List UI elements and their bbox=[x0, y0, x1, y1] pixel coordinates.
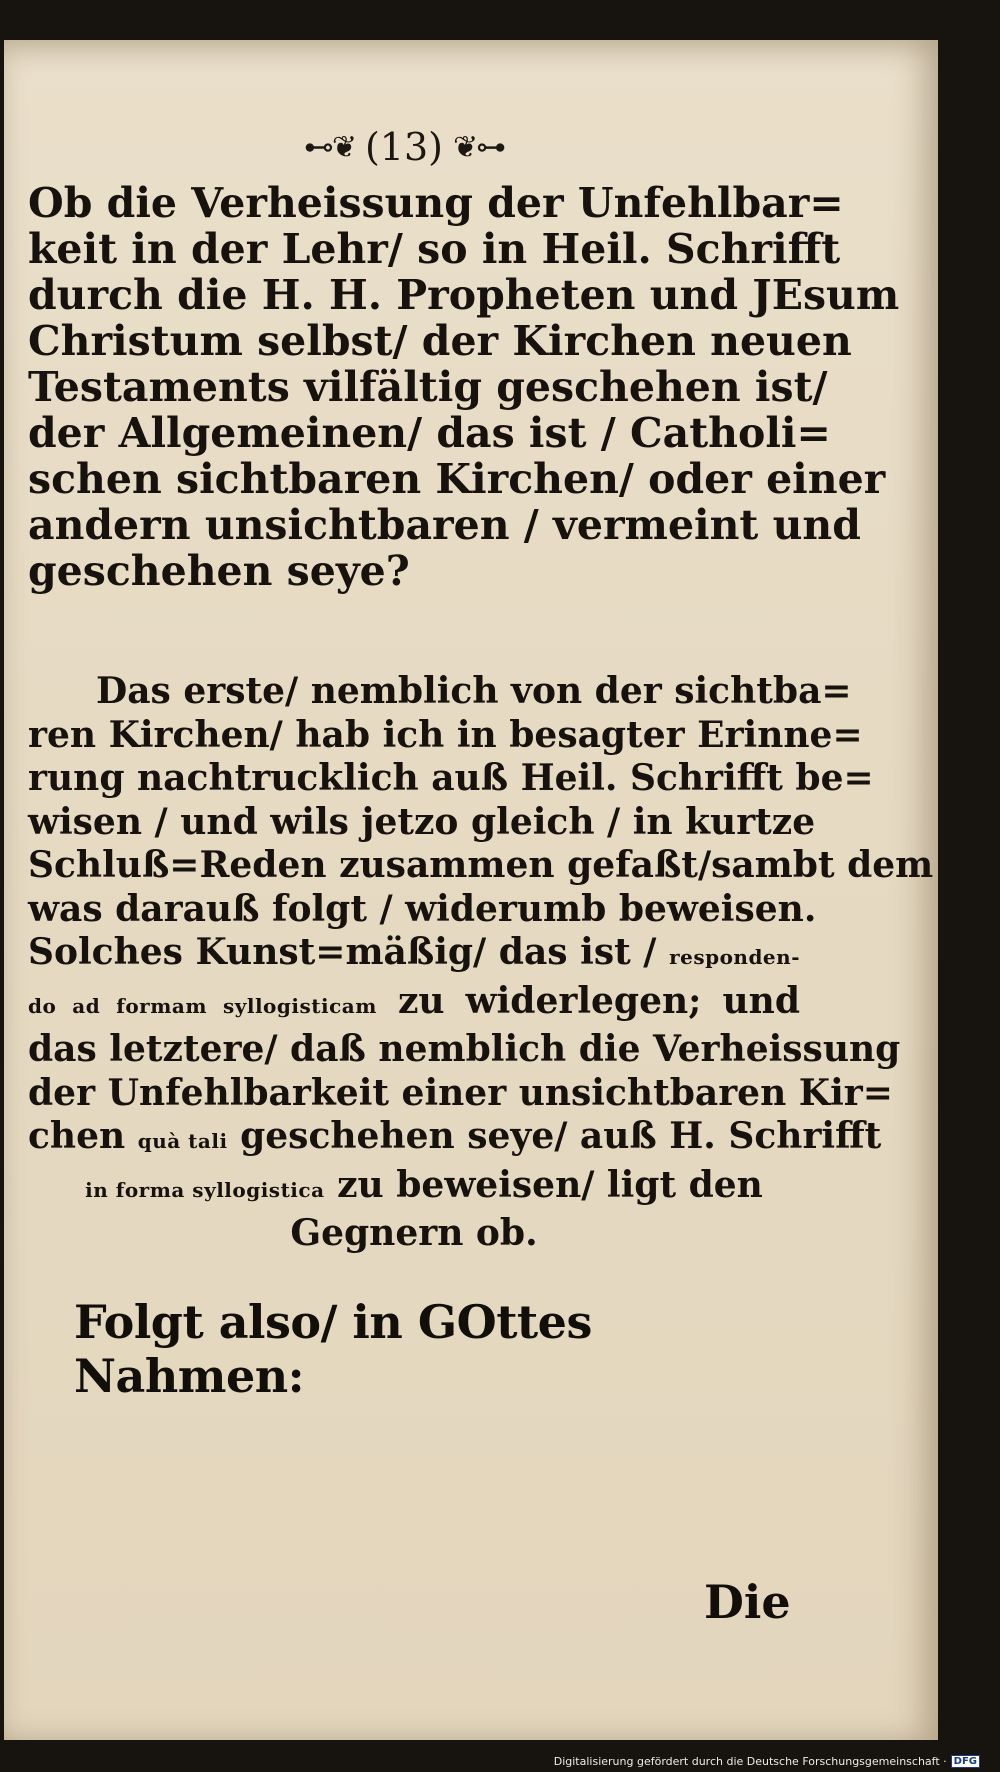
latin-text: quà tali bbox=[137, 1129, 228, 1153]
body-line: Das erste/ nemblich von der sichtba= bbox=[96, 670, 852, 712]
body-line: Gegnern ob. bbox=[290, 1212, 538, 1254]
body-line bbox=[28, 980, 800, 1029]
latin-text: do ad formam syllogisticam bbox=[28, 993, 377, 1018]
body-line: rung nachtrucklich auß Heil. Schrifft be= bbox=[28, 757, 874, 799]
body-line bbox=[28, 931, 800, 980]
body-line: der Unfehlbarkeit einer unsichtbaren Kir= bbox=[28, 1071, 893, 1114]
heading-line: geschehen seye? bbox=[28, 547, 410, 595]
heading-line: Ob die Verheissung der Unfehlbar= bbox=[28, 179, 844, 227]
body-text: zu widerlegen; und bbox=[397, 979, 801, 1022]
digitization-credit bbox=[554, 1755, 980, 1768]
section-heading: Folgt also/ in GOttes Nahmen: bbox=[74, 1295, 592, 1403]
body-text: zu beweisen/ ligt den bbox=[337, 1163, 763, 1206]
heading-line: Christum selbst/ der Kirchen neuen bbox=[28, 317, 852, 365]
dfg-logo: DFG bbox=[951, 1755, 980, 1768]
body-line: ren Kirchen/ hab ich in besagter Erinne= bbox=[28, 713, 863, 756]
latin-text: in forma syllogistica bbox=[85, 1177, 325, 1202]
latin-text: responden- bbox=[669, 945, 800, 969]
catchword: Die bbox=[704, 1575, 791, 1629]
page-header bbox=[234, 125, 574, 169]
left-ornament-icon: ⊷❦ bbox=[303, 129, 355, 165]
body-line bbox=[28, 1115, 882, 1164]
right-ornament-icon: ❦⊶ bbox=[453, 129, 505, 165]
heading-line: durch die H. H. Propheten und JEsum bbox=[28, 271, 900, 319]
book-page bbox=[4, 40, 938, 1740]
heading-line: andern unsichtbaren / vermeint und bbox=[28, 501, 861, 549]
heading-line: der Allgemeinen/ das ist / Catholi= bbox=[28, 409, 831, 457]
body-line: das letztere/ daß nemblich die Verheissung bbox=[28, 1028, 901, 1070]
body-text: geschehen seye/ auß H. Schrifft bbox=[240, 1115, 882, 1157]
heading-line: keit in der Lehr/ so in Heil. Schrifft bbox=[28, 225, 841, 273]
body-paragraph bbox=[28, 670, 934, 1256]
body-line bbox=[28, 1164, 800, 1213]
page-number: (13) bbox=[364, 125, 443, 169]
heading-line: schen sichtbaren Kirchen/ oder einer bbox=[28, 455, 886, 503]
body-line: Schluß=Reden zusammen gefaßt/sambt dem bbox=[28, 844, 934, 886]
body-text: chen bbox=[28, 1115, 126, 1157]
credit-text: Digitalisierung gefördert durch die Deutsche Forschungsgemeinschaft · bbox=[553, 1755, 947, 1768]
body-line: was darauß folgt / widerumb beweisen. bbox=[28, 887, 817, 930]
body-line: wisen / und wils jetzo gleich / in kurtze bbox=[28, 800, 816, 843]
question-heading bbox=[28, 179, 900, 595]
heading-line: Testaments vilfältig geschehen ist/ bbox=[28, 363, 828, 411]
body-text: Solches Kunst=mäßig/ das ist / bbox=[28, 931, 657, 973]
